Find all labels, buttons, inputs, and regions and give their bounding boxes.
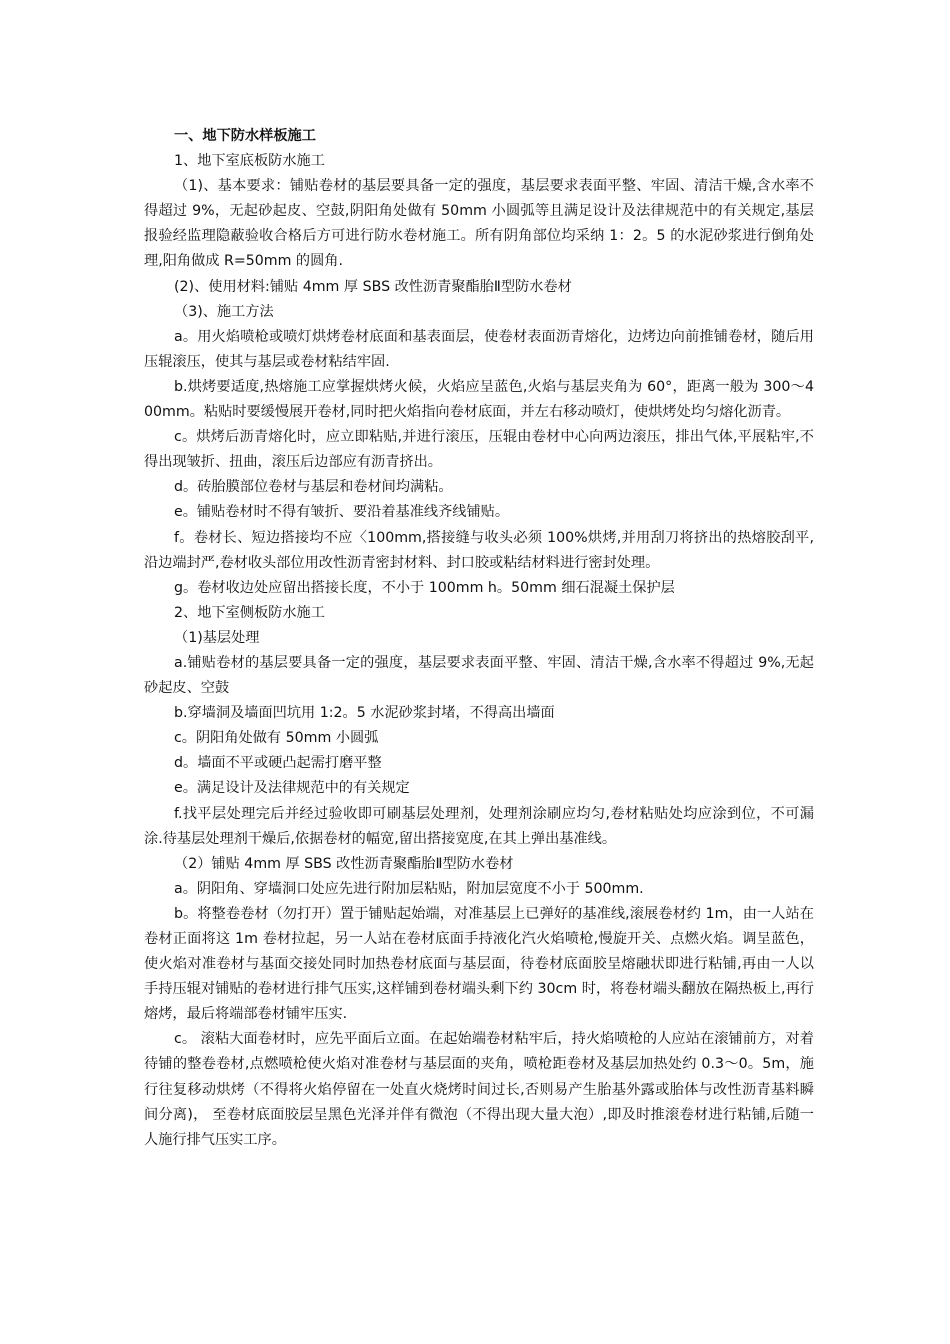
wall-laying-title: （2）铺贴 4mm 厚 SBS 改性沥青聚酯胎Ⅱ型防水卷材 bbox=[174, 855, 514, 872]
floor-method-item-e: e。铺贴卷材时不得有皱折、要沿着基准线齐线铺贴。 bbox=[174, 504, 510, 521]
floor-materials: (2)、使用材料:铺贴 4mm 厚 SBS 改性沥青聚酯胎Ⅱ型防水卷材 bbox=[174, 278, 572, 295]
floor-method-item-f: f。卷材长、短边搭接均不应〈100mm,搭接缝与收头必须 100%烘烤,并用刮刀将挤出的热熔胶刮平,沿边端封严,卷材收头部位用改性沥青密封材料、封口胶或粘结材料进行密封处理。 bbox=[144, 529, 814, 571]
wall-base-treatment-title: （1)基层处理 bbox=[174, 629, 260, 646]
document-body bbox=[144, 124, 814, 1153]
wall-base-item-f: f.找平层处理完后并经过验收即可刷基层处理剂，处理剂涂刷应均匀,卷材粘贴处均应涂到位，不可漏涂.待基层处理剂干燥后,依据卷材的幅宽,留出搭接宽度,在其上弹出基准线。 bbox=[144, 805, 814, 847]
section-title-side-wall: 2、地下室侧板防水施工 bbox=[174, 604, 325, 621]
floor-method-item-a: a。用火焰喷枪或喷灯烘烤卷材底面和基表面层，使卷材表面沥青熔化，边烤边向前推铺卷材，随后用压辊滚压，使其与基层或卷材粘结牢固. bbox=[144, 328, 814, 370]
wall-laying-item-a: a。阴阳角、穿墙洞口处应先进行附加层粘贴，附加层宽度不小于 500mm. bbox=[174, 880, 644, 897]
document-heading: 一、地下防水样板施工 bbox=[174, 128, 316, 144]
section-title-floor: 1、地下室底板防水施工 bbox=[174, 153, 325, 170]
floor-basic-requirements: （1)、基本要求：铺贴卷材的基层要具备一定的强度，基层要求表面平整、牢固、清洁干燥,含水率不得超过 9%，无起砂起皮、空鼓,阴阳角处做有 50mm 小圆弧等且满足设计及法律规范中的有关规定,基层报验经监理隐蔽验收合格后方可进行防水卷材施工。所有阴角部位均采纳 1：2。5 的水泥砂浆进行倒角处理,阳角做成 R=50mm 的圆角. bbox=[144, 178, 814, 270]
wall-laying-item-c: c。 滚粘大面卷材时，应先平面后立面。在起始端卷材粘牢后，持火焰喷枪的人应站在滚铺前方，对着待铺的整卷卷材,点燃喷枪使火焰对准卷材与基层面的夹角，喷枪距卷材及基层加热处约 0.3～0。5m，施行往复移动烘烤（不得将火焰停留在一处直火烧烤时间过长,否则易产生胎基外露或胎体与改性沥青基料瞬间分离)， 至卷材底面胶层呈黑色光泽并伴有微泡（不得出现大量大泡）,即及时推滚卷材进行粘铺,后随一人施行排气压实工序。 bbox=[144, 1031, 814, 1148]
wall-base-item-b: b.穿墙洞及墙面凹坑用 1:2。5 水泥砂浆封堵，不得高出墙面 bbox=[174, 705, 555, 722]
wall-base-item-d: d。墙面不平或硬凸起需打磨平整 bbox=[174, 755, 382, 772]
floor-method-item-b: b.烘烤要适度,热熔施工应掌握烘烤火候，火焰应呈蓝色,火焰与基层夹角为 60°，距离一般为 300～400mm。粘贴时要缓慢展开卷材,同时把火焰指向卷材底面，并左右移动喷灯，使烘烤处均匀熔化沥青。 bbox=[144, 378, 814, 421]
wall-base-item-a: a.铺贴卷材的基层要具备一定的强度，基层要求表面平整、牢固、清洁干燥,含水率不得超过 9%,无起砂起皮、空鼓 bbox=[144, 654, 814, 697]
floor-method-item-c: c。烘烤后沥青熔化时，应立即粘贴,并进行滚压，压辊由卷材中心向两边滚压，排出气体,平展粘牢,不得出现皱折、扭曲，滚压后边部应有沥青挤出。 bbox=[144, 429, 814, 471]
floor-method-title: （3)、施工方法 bbox=[174, 303, 274, 320]
floor-method-item-d: d。砖胎膜部位卷材与基层和卷材间均满粘。 bbox=[174, 479, 453, 496]
wall-base-item-e: e。满足设计及法律规范中的有关规定 bbox=[174, 780, 410, 797]
wall-laying-item-b: b。将整卷卷材（勿打开）置于铺贴起始端，对准基层上已弹好的基准线,滚展卷材约 1m，由一人站在卷材正面将这 1m 卷材拉起，另一人站在卷材底面手持液化汽火焰喷枪,慢旋开关、点燃火焰。调呈蓝色，使火焰对准卷材与基面交接处同时加热卷材底面与基层面，待卷材底面胶呈熔融状即进行粘铺,再由一人以手持压辊对铺贴的卷材进行排气压实,这样铺到卷材端头剩下约 30cm 时，将卷材端头翻放在隔热板上,再行熔烤，最后将端部卷材铺牢压实. bbox=[144, 905, 814, 1023]
floor-method-item-g: g。卷材收边处应留出搭接长度，不小于 100mm h。50mm 细石混凝土保护层 bbox=[174, 579, 675, 596]
wall-base-item-c: c。阴阳角处做有 50mm 小圆弧 bbox=[174, 730, 379, 747]
